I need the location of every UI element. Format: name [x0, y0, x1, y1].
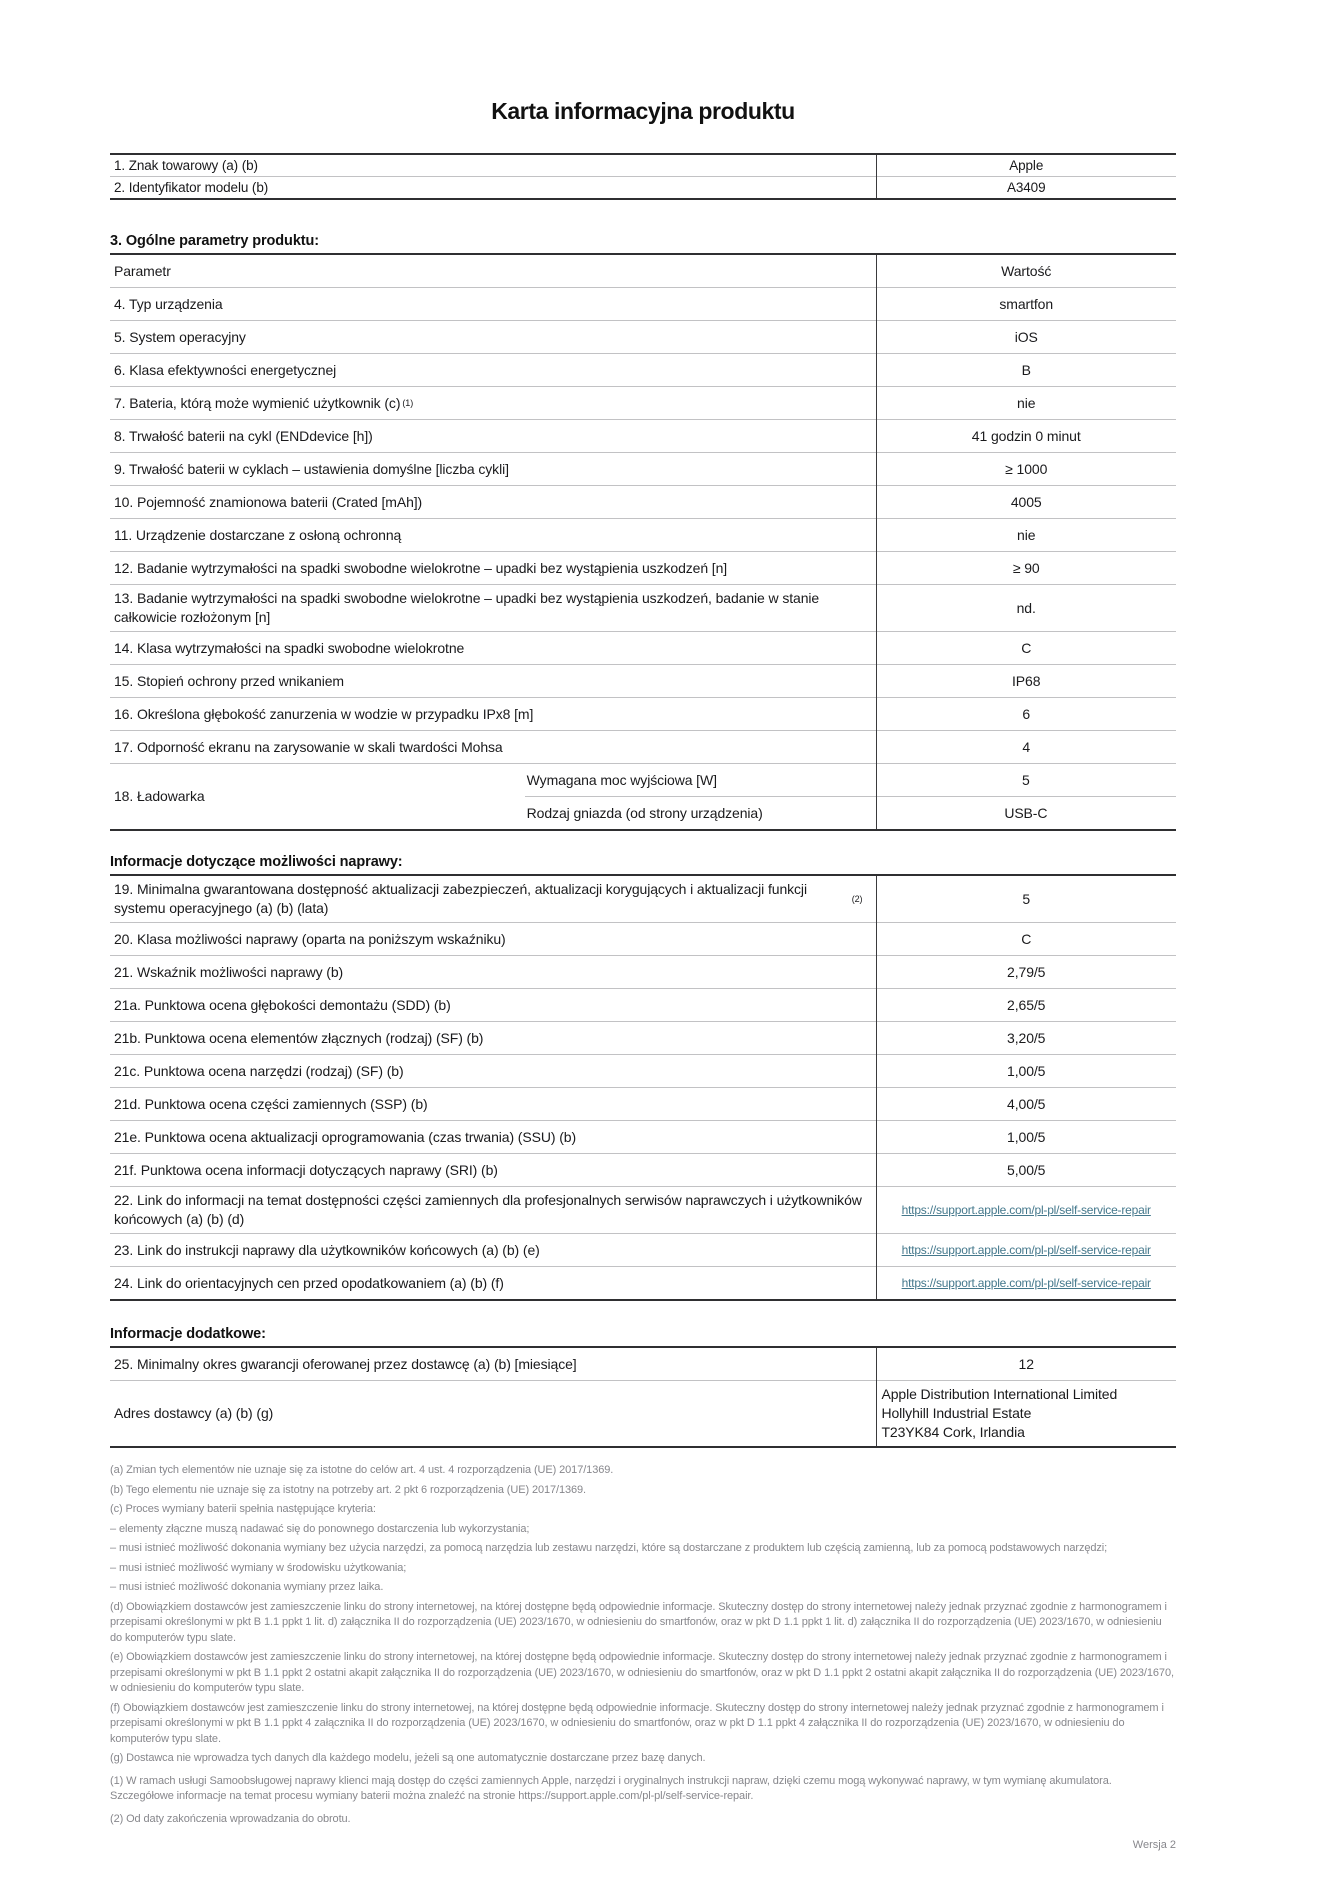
footnote: (c) Proces wymiany baterii spełnia następujące kryteria:	[110, 1503, 376, 1515]
param-label: 15. Stopień ochrony przed wnikaniem	[114, 672, 344, 689]
charger-subtable	[525, 764, 1176, 829]
pretax-prices-link[interactable]: https://support.apple.com/pl-pl/self-service-repair	[901, 1275, 1151, 1290]
param-label-text: 7. Bateria, którą może wymienić użytkownik (c)	[114, 394, 401, 411]
param-value: nie	[1017, 394, 1036, 411]
param-label: 12. Badanie wytrzymałości na spadki swobodne wielokrotne – upadki bez wystąpienia uszkodzeń [n]	[114, 559, 728, 576]
table-row	[110, 1186, 1176, 1233]
table-row	[110, 518, 1176, 551]
param-label: 21c. Punktowa ocena narzędzi (rodzaj) (SF) (b)	[114, 1062, 404, 1079]
section-heading-additional: Informacje dodatkowe:	[110, 1326, 266, 1342]
version-label: Wersja 2	[1132, 1839, 1176, 1851]
param-label: 21a. Punktowa ocena głębokości demontażu (SDD) (b)	[114, 996, 451, 1013]
param-value: 41 godzin 0 minut	[971, 427, 1081, 444]
param-value: 4	[1022, 738, 1031, 755]
param-value: C	[1021, 639, 1032, 656]
table-row-supplier-address	[110, 1380, 1176, 1446]
param-label: 21d. Punktowa ocena części zamiennych (SSP) (b)	[114, 1095, 428, 1112]
footnote: (a) Zmian tych elementów nie uznaje się za istotne do celów art. 4 ust. 4 rozporządzenia (UE) 2017/1369.	[110, 1464, 614, 1476]
table-row	[110, 922, 1176, 955]
param-sublabel: Rodzaj gniazda (od strony urządzenia)	[526, 804, 763, 821]
table-row	[110, 1120, 1176, 1153]
param-label: 19. Minimalna gwarantowana dostępność aktualizacji zabezpieczeń, aktualizacji korygujących i aktualizacji funkcji systemu operacyjnego (a) (b) (lata) (2)	[114, 881, 863, 916]
column-divider	[876, 255, 877, 829]
table-row	[110, 1153, 1176, 1186]
section-heading-repair: Informacje dotyczące możliwości naprawy:	[110, 854, 403, 870]
param-label: 4. Typ urządzenia	[114, 295, 223, 312]
param-label: 20. Klasa możliwości naprawy (oparta na poniższym wskaźniku)	[114, 930, 506, 947]
param-label: 11. Urządzenie dostarczane z osłoną ochronną	[114, 526, 402, 543]
param-value: iOS	[1014, 328, 1038, 345]
self-service-repair-link[interactable]: https://support.apple.com/pl-pl/self-service-repair	[901, 1202, 1151, 1217]
param-label: Adres dostawcy (a) (b) (g)	[114, 1405, 274, 1421]
param-label: 21b. Punktowa ocena elementów złącznych (rodzaj) (SF) (b)	[114, 1029, 484, 1046]
table-row	[110, 419, 1176, 452]
footnote: (g) Dostawca nie wprowadza tych danych dla każdego modelu, jeżeli są one automatycznie dostarczane przez bazę danych.	[110, 1752, 706, 1764]
footnote: – musi istnieć możliwość dokonania wymiany bez użycia narzędzi, za pomocą narzędzia lub zestawu narzędzi, które są dostarczane z produktem lub częścią zamienną, lub za pomocą podstawowych narzędzi;	[110, 1542, 1108, 1554]
repair-manual-link[interactable]: https://support.apple.com/pl-pl/self-service-repair	[901, 1242, 1151, 1257]
footnote: (e) Obowiązkiem dostawców jest zamieszczenie linku do strony internetowej, na której dostępne będą odpowiednie informacje. Skuteczny dostęp do strony internetowej należy jednak przyznać zgodnie z harmonogramem i przepisami określonymi w pkt B 1.1 ppkt 2 ostatni akapit załącznika II do rozporządzenia (UE) 2023/1670, w odniesieniu do smartfonów, oraz w pkt D 1.1 ppkt 2 ostatni akapit załącznika II do rozporządzenia (UE) 2023/1670, w odniesieniu do komputerów typu slate.	[110, 1651, 1174, 1694]
footnote: – musi istnieć możliwość wymiany w środowisku użytkowania;	[110, 1561, 407, 1574]
param-value: 2,65/5	[1007, 996, 1046, 1013]
identification-table	[110, 153, 1176, 200]
table-row	[110, 664, 1176, 697]
column-header-param: Parametr	[114, 262, 171, 279]
table-row	[110, 452, 1176, 485]
param-label: 21. Wskaźnik możliwości naprawy (b)	[114, 963, 344, 980]
repair-information-table	[110, 874, 1176, 1301]
table-row	[110, 551, 1176, 584]
param-value: Apple	[1009, 158, 1044, 173]
param-value: 1,00/5	[1007, 1128, 1046, 1145]
table-row	[110, 697, 1176, 730]
param-label: 16. Określona głębokość zanurzenia w wodzie w przypadku IPx8 [m]	[114, 705, 534, 722]
footnote: (2) Od daty zakończenia wprowadzania do obrotu.	[110, 1812, 351, 1825]
param-label: 14. Klasa wytrzymałości na spadki swobodne wielokrotne	[114, 639, 465, 656]
column-divider	[876, 1348, 877, 1446]
param-label: 7. Bateria, którą może wymienić użytkownik (c) (1)	[114, 394, 414, 411]
param-sublabel: Wymagana moc wyjściowa [W]	[526, 771, 717, 788]
supplier-address-line: Apple Distribution International Limited	[881, 1386, 1118, 1402]
param-value: 3,20/5	[1007, 1029, 1046, 1046]
param-label: 5. System operacyjny	[114, 328, 246, 345]
param-label: 2. Identyfikator modelu (b)	[114, 180, 269, 195]
param-label: 13. Badanie wytrzymałości na spadki swobodne wielokrotne – upadki bez wystąpienia uszkodzeń, badanie w stanie całkowicie rozłożonym [n]	[114, 590, 820, 625]
param-value: USB-C	[1004, 804, 1048, 821]
table-row	[110, 1021, 1176, 1054]
table-row	[110, 631, 1176, 664]
param-value: 2,79/5	[1007, 963, 1046, 980]
param-value: ≥ 90	[1012, 559, 1040, 576]
table-row	[110, 320, 1176, 353]
param-value	[876, 1267, 1176, 1299]
param-label: 1. Znak towarowy (a) (b)	[114, 158, 258, 173]
section-heading-general: 3. Ogólne parametry produktu:	[110, 233, 319, 249]
param-label: 21e. Punktowa ocena aktualizacji oprogramowania (czas trwania) (SSU) (b)	[114, 1128, 577, 1145]
footnote: (f) Obowiązkiem dostawców jest zamieszczenie linku do strony internetowej, na której dostępne będą odpowiednie informacje. Skuteczny dostęp do strony internetowej należy jednak przyznać zgodnie z harmonogramem i przepisami określonymi w pkt B 1.1 ppkt 4 załącznika II do rozporządzenia (UE) 2023/1670, w odniesieniu do smartfonów, oraz w pkt D 1.1 ppkt 4 załącznika II do rozporządzenia (UE) 2023/1670, w odniesieniu do komputerów typu slate.	[110, 1701, 1164, 1745]
param-value: C	[1021, 930, 1032, 947]
param-value	[876, 1187, 1176, 1233]
additional-information-table	[110, 1346, 1176, 1448]
table-row	[110, 955, 1176, 988]
param-label: 22. Link do informacji na temat dostępności części zamiennych dla profesjonalnych serwisów naprawczych i użytkowników końcowych (a) (b) (d)	[114, 1192, 862, 1227]
table-row	[110, 876, 1176, 922]
footnote: – musi istnieć możliwość dokonania wymiany przez laika.	[110, 1581, 384, 1593]
table-row	[110, 353, 1176, 386]
param-label: 9. Trwałość baterii w cyklach – ustawienia domyślne [liczba cykli]	[114, 460, 509, 477]
param-value: 5	[1022, 771, 1030, 788]
param-value: 5,00/5	[1007, 1161, 1046, 1178]
footnote: (b) Tego elementu nie uznaje się za istotny na potrzeby art. 2 pkt 6 rozporządzenia (UE) 2017/1369.	[110, 1483, 587, 1496]
param-value: smartfon	[999, 295, 1054, 312]
column-divider	[876, 155, 877, 198]
param-label: 21f. Punktowa ocena informacji dotyczących naprawy (SRI) (b)	[114, 1161, 498, 1178]
table-row	[110, 1087, 1176, 1120]
column-divider	[876, 876, 877, 1299]
column-header-value: Wartość	[1001, 262, 1052, 279]
table-row	[110, 287, 1176, 320]
table-row	[110, 1233, 1176, 1266]
page-title: Karta informacyjna produktu	[491, 98, 795, 124]
param-value: 4005	[1010, 493, 1042, 510]
general-parameters-table	[110, 253, 1176, 831]
param-value: ≥ 1000	[1005, 460, 1048, 477]
table-row	[110, 1348, 1176, 1380]
param-label: 10. Pojemność znamionowa baterii (Crated [mAh])	[114, 493, 423, 510]
param-value: nd.	[1016, 599, 1036, 616]
supplier-address-line: Hollyhill Industrial Estate	[881, 1405, 1032, 1421]
param-value: B	[1021, 361, 1031, 378]
footnotes-block	[110, 1463, 1176, 1827]
param-label: 6. Klasa efektywności energetycznej	[114, 361, 337, 378]
table-row	[110, 1266, 1176, 1299]
table-row	[110, 988, 1176, 1021]
table-row	[110, 176, 1176, 198]
supplier-address-line: T23YK84 Cork, Irlandia	[881, 1424, 1025, 1440]
table-header-row	[110, 255, 1176, 287]
charger-subrow	[525, 764, 1176, 796]
param-label: 18. Ładowarka	[114, 788, 205, 804]
table-row	[110, 155, 1176, 176]
param-label: 8. Trwałość baterii na cykl (ENDdevice [h])	[114, 427, 373, 444]
param-value: 6	[1022, 705, 1031, 722]
param-label-text: 19. Minimalna gwarantowana dostępność aktualizacji zabezpieczeń, aktualizacji korygujących i aktualizacji funkcji systemu operacyjnego (a) (b) (lata)	[114, 881, 807, 916]
footnote: (d) Obowiązkiem dostawców jest zamieszczenie linku do strony internetowej, na której dostępne będą odpowiednie informacje. Skuteczny dostęp do strony internetowej należy jednak przyznać zgodnie z harmonogramem i przepisami określonymi w pkt B 1.1 ppkt 1 lit. d) załącznika II do rozporządzenia (UE) 2023/1670, w odniesieniu do smartfonów, oraz w pkt D 1.1 ppkt 1 lit. d) załącznika II do rozporządzenia (UE) 2023/1670, w odniesieniu do komputerów typu slate.	[110, 1600, 1167, 1644]
product-information-sheet	[110, 0, 1176, 1851]
footnote: (1) W ramach usługi Samoobsługowej naprawy klienci mają dostęp do części zamiennych Apple, narzędzi i oryginalnych instrukcji napraw, dzięki czemu mogą wykonywać naprawy, w tym wymianę akumulatora. Szczegółowe informacje na temat procesu wymiany baterii można znaleźć na stronie https://support.apple.com/pl-pl/self-service-repair.	[110, 1774, 1112, 1802]
param-value: 4,00/5	[1007, 1095, 1046, 1112]
table-row-charger	[110, 763, 1176, 829]
param-value: nie	[1017, 526, 1036, 543]
param-value: 5	[1022, 890, 1031, 907]
param-label: 25. Minimalny okres gwarancji oferowanej przez dostawcę (a) (b) [miesiące]	[114, 1355, 577, 1372]
table-row	[110, 386, 1176, 419]
param-value	[876, 1234, 1176, 1266]
table-row	[110, 485, 1176, 518]
charger-subrow	[525, 796, 1176, 829]
param-label: 17. Odporność ekranu na zarysowanie w skali twardości Mohsa	[114, 738, 503, 755]
supplier-address	[876, 1381, 1176, 1446]
table-row	[110, 730, 1176, 763]
param-label: 24. Link do orientacyjnych cen przed opodatkowaniem (a) (b) (f)	[114, 1274, 504, 1291]
table-row	[110, 584, 1176, 631]
param-value: A3409	[1006, 180, 1046, 195]
param-value: IP68	[1012, 672, 1041, 689]
param-label: 23. Link do instrukcji naprawy dla użytkowników końcowych (a) (b) (e)	[114, 1241, 540, 1258]
param-value: 12	[1018, 1355, 1034, 1372]
table-row	[110, 1054, 1176, 1087]
footnote: – elementy złączne muszą nadawać się do ponownego dostarczenia lub wykorzystania;	[110, 1522, 530, 1535]
param-value: 1,00/5	[1007, 1062, 1046, 1079]
